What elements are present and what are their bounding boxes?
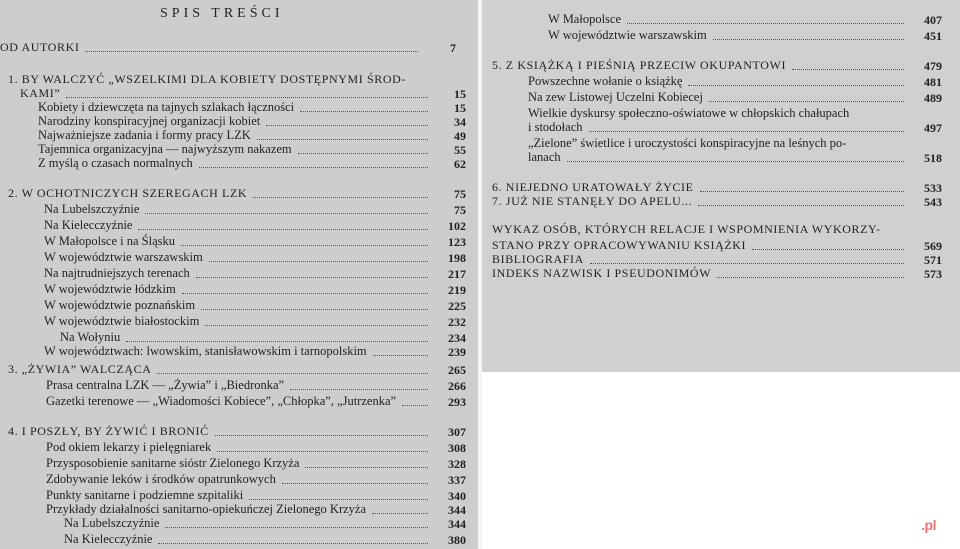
left-entry-leader [217, 451, 428, 452]
left-entry-title: Na najtrudniejszych terenach [44, 266, 190, 280]
left-entry-leader [201, 309, 428, 310]
left-entry-leader [181, 245, 428, 246]
right-entry-leader [717, 277, 904, 278]
right-entry-title: lanach [528, 150, 561, 164]
left-entry-page-number: 62 [454, 157, 466, 171]
left-entry-page-number: 219 [448, 283, 466, 297]
left-entry-leader [266, 125, 428, 126]
left-entry-page-number: 75 [454, 203, 466, 217]
left-entry-leader [199, 167, 428, 168]
left-entry-title: Na Kielecczyźnie [64, 532, 153, 546]
left-entry-title: Narodziny konspiracyjnej organizacji kobiet [38, 114, 261, 128]
right-entry-title: WYKAZ OSÓB, KTÓRYCH RELACJE I WSPOMNIENIA WYKORZY- [492, 222, 881, 236]
left-entry-page-number: 7 [450, 41, 456, 55]
left-entry-page-number: 217 [448, 267, 466, 281]
right-entry-title: Wielkie dyskursy społeczno-oświatowe w chłopskich chałupach [528, 106, 850, 120]
left-entry-page-number: 328 [448, 457, 466, 471]
left-entry-leader [66, 97, 428, 98]
right-entry-title: BIBLIOGRAFIA [492, 252, 584, 266]
left-entry-title: Na Wołyniu [60, 330, 121, 344]
right-entry-leader [589, 131, 904, 132]
left-entry-page-number: 225 [448, 299, 466, 313]
left-entry-leader [282, 483, 428, 484]
left-entry-title: Z myślą o czasach normalnych [38, 156, 193, 170]
left-entry-title: W województwie poznańskim [44, 298, 196, 312]
left-entry-title: 3. „ŻYWIA” WALCZĄCA [8, 362, 152, 376]
right-entry-page-number: 407 [924, 13, 942, 27]
left-entry-leader [253, 197, 428, 198]
left-entry-title: Na Lubelszczyźnie [44, 202, 140, 216]
left-entry-page-number: 265 [448, 363, 466, 377]
right-entry-title: „Zielone” świetlice i uroczystości konspiracyjne na leśnych po- [528, 136, 847, 150]
left-entry-page-number: 239 [448, 345, 466, 359]
left-entry-title: Gazetki terenowe — „Wiadomości Kobiece”, „Chłopka”, „Jutrzenka” [46, 394, 397, 408]
left-entry-title: Na Lubelszczyźnie [64, 516, 160, 530]
right-entry-leader [567, 161, 904, 162]
right-entry-title: INDEKS NAZWISK I PSEUDONIMÓW [492, 266, 712, 280]
left-entry-leader [298, 153, 428, 154]
left-entry-page-number: 380 [448, 533, 466, 547]
left-entry-page-number: 34 [454, 115, 466, 129]
left-entry-title: Przykłady działalności sanitarno-opiekuńczej Zielonego Krzyża [46, 502, 367, 516]
left-entry-title: 1. BY WALCZYĆ „WSZELKIMI DLA KOBIETY DOSTĘPNYMI ŚROD- [8, 72, 407, 86]
right-entry-leader [698, 205, 904, 206]
right-entry-leader [792, 69, 904, 70]
left-page [0, 0, 478, 549]
left-entry-page-number: 232 [448, 315, 466, 329]
right-entry-leader [627, 23, 904, 24]
left-entry-leader [165, 527, 428, 528]
right-entry-title: 5. Z KSIĄŻKĄ I PIEŚNIĄ PRZECIW OKUPANTOWI [492, 58, 787, 72]
left-entry-leader [373, 355, 428, 356]
right-entry-title: STANO PRZY OPRACOWYWANIU KSIĄŻKI [492, 238, 747, 252]
left-entry-leader [138, 229, 428, 230]
left-entry-title: Tajemnica organizacyjna — najwyższym nakazem [38, 142, 292, 156]
watermark-tld: .pl [921, 517, 936, 533]
left-entry-leader [182, 293, 428, 294]
left-entry-title: W Małopolsce i na Śląsku [44, 234, 175, 248]
right-entry-leader [752, 249, 904, 250]
left-entry-leader [157, 373, 428, 374]
left-entry-page-number: 15 [454, 101, 466, 115]
right-entry-title: 7. JUŻ NIE STANĘŁY DO APELU... [492, 194, 693, 208]
left-entry-page-number: 15 [454, 87, 466, 101]
left-entry-title: OD AUTORKI [0, 40, 80, 54]
left-entry-leader [196, 277, 428, 278]
right-entry-page-number: 571 [924, 253, 942, 267]
right-entry-page-number: 497 [924, 121, 942, 135]
left-entry-page-number: 337 [448, 473, 466, 487]
left-entry-title: W województwach: lwowskim, stanisławowskim i tarnopolskim [44, 344, 367, 358]
left-entry-page-number: 55 [454, 143, 466, 157]
right-entry-title: Powszechne wołanie o książkę [528, 74, 683, 88]
right-entry-page-number: 533 [924, 181, 942, 195]
left-entry-page-number: 307 [448, 425, 466, 439]
right-entry-title: i stodołach [528, 120, 583, 134]
watermark-logo [779, 509, 936, 537]
left-entry-title: Pod okiem lekarzy i pielęgniarek [46, 440, 212, 454]
left-entry-page-number: 102 [448, 219, 466, 233]
left-entry-title: Przysposobienie sanitarne sióstr Zielonego Krzyża [46, 456, 300, 470]
right-entry-leader [688, 85, 904, 86]
left-entry-leader [300, 111, 428, 112]
left-entry-page-number: 293 [448, 395, 466, 409]
right-entry-leader [590, 263, 904, 264]
left-entry-title: Na Kielecczyźnie [44, 218, 133, 232]
right-entry-page-number: 479 [924, 59, 942, 73]
right-entry-title: Na zew Listowej Uczelni Kobiecej [528, 90, 703, 104]
left-entry-title: W województwie białostockim [44, 314, 200, 328]
right-entry-page-number: 481 [924, 75, 942, 89]
left-entry-page-number: 234 [448, 331, 466, 345]
left-entry-leader [372, 513, 428, 514]
left-entry-title: 2. W OCHOTNICZYCH SZEREGACH LZK [8, 186, 248, 200]
toc-title: SPIS TREŚCI [160, 6, 284, 21]
left-entry-leader [145, 213, 428, 214]
left-entry-page-number: 75 [454, 187, 466, 201]
right-entry-leader [709, 101, 904, 102]
left-entry-page-number: 198 [448, 251, 466, 265]
left-entry-leader [209, 261, 428, 262]
left-entry-leader [85, 51, 418, 52]
left-entry-page-number: 308 [448, 441, 466, 455]
right-entry-page-number: 543 [924, 195, 942, 209]
left-entry-leader [249, 499, 428, 500]
left-entry-page-number: 123 [448, 235, 466, 249]
left-entry-title: Punkty sanitarne i podziemne szpitaliki [46, 488, 244, 502]
right-entry-page-number: 573 [924, 267, 942, 281]
left-entry-leader [305, 467, 428, 468]
right-entry-page-number: 451 [924, 29, 942, 43]
left-entry-page-number: 344 [448, 503, 466, 517]
left-entry-title: 4. I POSZŁY, BY ŻYWIĆ I BRONIĆ [8, 424, 209, 438]
left-entry-title: KAMI” [20, 86, 61, 100]
left-entry-title: Prasa centralna LZK — „Żywia” i „Biedronka” [46, 378, 285, 392]
left-entry-title: W województwie warszawskim [44, 250, 203, 264]
left-entry-leader [215, 435, 428, 436]
left-entry-page-number: 344 [448, 517, 466, 531]
right-entry-title: W województwie warszawskim [548, 28, 707, 42]
right-entry-leader [700, 191, 904, 192]
left-entry-leader [205, 325, 428, 326]
left-entry-title: Kobiety i dziewczęta na tajnych szlakach łączności [38, 100, 295, 114]
right-entry-title: 6. NIEJEDNO URATOWAŁY ŻYCIE [492, 180, 694, 194]
right-page [482, 0, 960, 372]
right-entry-page-number: 518 [924, 151, 942, 165]
left-entry-leader [257, 139, 428, 140]
left-entry-leader [158, 543, 428, 544]
right-entry-title: W Małopolsce [548, 12, 622, 26]
left-entry-page-number: 266 [448, 379, 466, 393]
right-entry-page-number: 569 [924, 239, 942, 253]
left-entry-leader [402, 405, 428, 406]
right-entry-page-number: 489 [924, 91, 942, 105]
left-entry-title: W województwie łódzkim [44, 282, 176, 296]
right-entry-leader [713, 39, 904, 40]
left-entry-page-number: 49 [454, 129, 466, 143]
left-entry-title: Zdobywanie leków i środków opatrunkowych [46, 472, 276, 486]
left-entry-page-number: 340 [448, 489, 466, 503]
left-entry-title: Najważniejsze zadania i formy pracy LZK [38, 128, 251, 142]
left-entry-leader [290, 389, 428, 390]
left-entry-leader [126, 341, 428, 342]
watermark-brand: Sprzedajemy [778, 509, 922, 536]
